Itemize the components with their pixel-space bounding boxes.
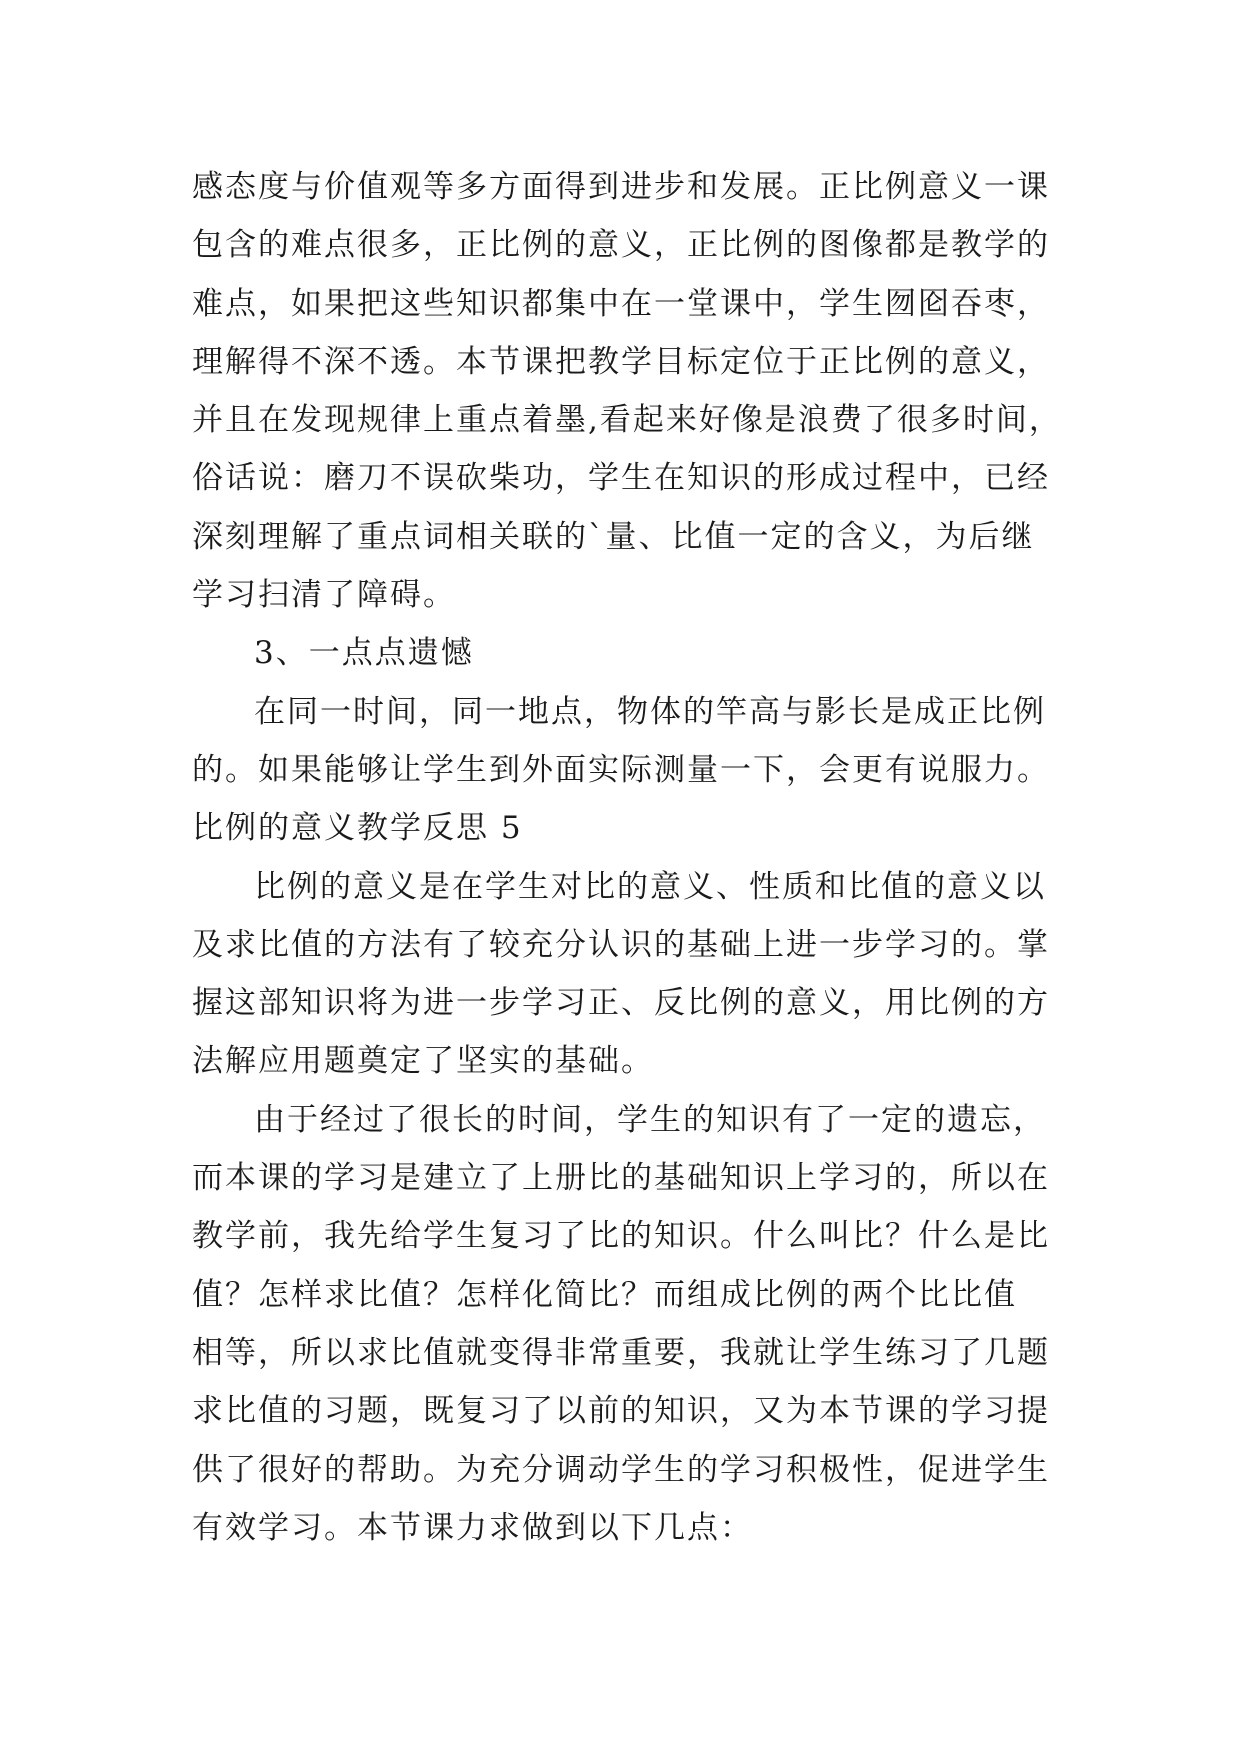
text-line: 的。如果能够让学生到外面实际测量一下，会更有说服力。 [192,751,1050,788]
text-line: 及求比值的方法有了较充分认识的基础上进一步学习的。掌 [192,926,1050,963]
text-line: 在同一时间，同一地点，物体的竿高与影长是成正比例 [254,693,1046,730]
text-line: 俗话说：磨刀不误砍柴功，学生在知识的形成过程中，已经 [192,460,1050,497]
text-line: 理解得不深不透。本节课把教学目标定位于正比例的意义， [192,343,1050,380]
text-line: 比例的意义是在学生对比的意义、性质和比值的意义以 [254,868,1046,905]
text-line: 值？怎样求比值？怎样化简比？而组成比例的两个比比值 [192,1276,1017,1313]
text-line: 感态度与价值观等多方面得到进步和发展。正比例意义一课 [192,169,1050,205]
text-line: 由于经过了很长的时间，学生的知识有了一定的遗忘， [254,1101,1046,1138]
text-line: 供了很好的帮助。为充分调动学生的学习积极性，促进学生 [192,1451,1050,1488]
text-line: 教学前，我先给学生复习了比的知识。什么叫比？什么是比 [192,1218,1050,1255]
text-line: 学习扫清了障碍。 [192,577,456,614]
text-line: 并且在发现规律上重点着墨,看起来好像是浪费了很多时间， [192,402,1062,439]
text-line: 深刻理解了重点词相关联的`量、比值一定的含义，为后继 [192,518,1035,555]
text-line: 握这部知识将为进一步学习正、反比例的意义，用比例的方 [192,985,1050,1022]
text-line: 有效学习。本节课力求做到以下几点： [192,1509,753,1546]
text-line: 法解应用题奠定了坚实的基础。 [192,1043,654,1080]
text-line: 求比值的习题，既复习了以前的知识，又为本节课的学习提 [192,1393,1050,1430]
text-line: 难点，如果把这些知识都集中在一堂课中，学生囫囵吞枣， [192,285,1050,322]
section-heading: 3、一点点遗憾 [254,635,474,672]
text-line: 而本课的学习是建立了上册比的基础知识上学习的，所以在 [192,1160,1050,1197]
text-line: 包含的难点很多，正比例的意义，正比例的图像都是教学的 [192,227,1050,264]
article-title: 比例的意义教学反思 5 [192,810,523,847]
text-line: 相等，所以求比值就变得非常重要，我就让学生练习了几题 [192,1334,1050,1371]
document-body [192,158,1062,1557]
